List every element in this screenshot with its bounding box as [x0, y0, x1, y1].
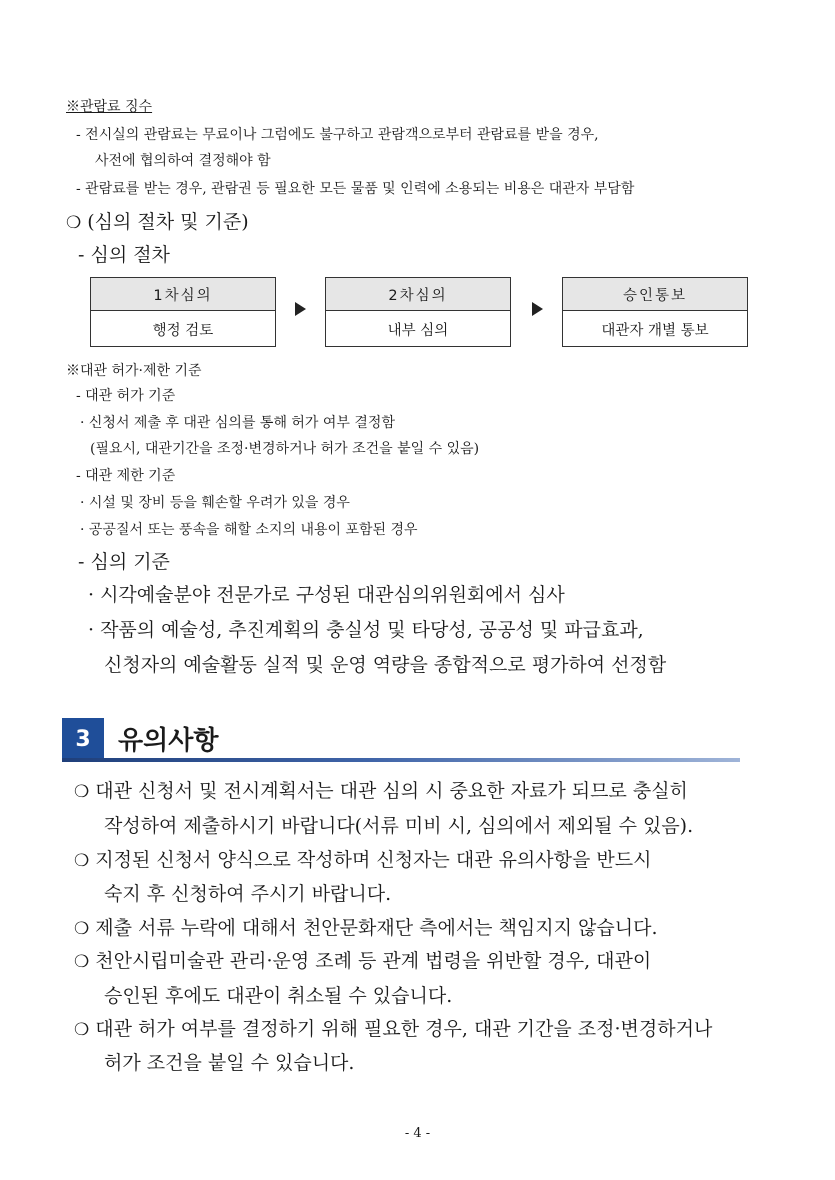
flow-step-title: 2차심의 [326, 278, 510, 311]
notice-text: 천안시립미술관 관리·운영 조례 등 관계 법령을 위반할 경우, 대관이 [95, 950, 652, 972]
criteria-line: · 신청서 제출 후 대관 심의를 통해 허가 여부 결정함 [80, 415, 395, 431]
circle-bullet-icon: ❍ [74, 1020, 90, 1040]
right-arrow-icon [295, 302, 306, 316]
notice-item-3 [74, 913, 657, 940]
flow-step-desc: 행정 검토 [152, 323, 214, 339]
notice-item-1 [74, 776, 688, 803]
circle-bullet-icon: ❍ [74, 851, 90, 871]
circle-bullet-icon: ❍ [74, 952, 90, 972]
criteria-title: ※대관 허가·제한 기준 [66, 363, 202, 379]
notice-text: 제출 서류 누락에 대해서 천안문화재단 측에서는 책임지지 않습니다. [95, 917, 658, 939]
review-heading-text: (심의 절차 및 기준) [87, 211, 249, 233]
notice-text: 대관 신청서 및 전시계획서는 대관 심의 시 중요한 자료가 되므로 충실히 [95, 780, 688, 802]
flow-step-3 [562, 277, 748, 347]
procedure-label: - 심의 절차 [78, 244, 170, 266]
circle-bullet-icon: ❍ [66, 213, 82, 233]
criteria-line: - 대관 허가 기준 [76, 388, 176, 404]
notice-item-2 [74, 845, 651, 872]
fee-note-title: ※관람료 징수 [66, 99, 153, 115]
circle-bullet-icon: ❍ [74, 782, 90, 802]
notice-text-cont: 승인된 후에도 대관이 취소될 수 있습니다. [104, 985, 453, 1007]
criteria-line: - 대관 제한 기준 [76, 468, 176, 484]
review-heading [66, 207, 249, 234]
flow-step-desc: 내부 심의 [387, 323, 449, 339]
notice-text: 대관 허가 여부를 결정하기 위해 필요한 경우, 대관 기간을 조정·변경하거나 [95, 1018, 713, 1040]
notice-text-cont: 숙지 후 신청하여 주시기 바랍니다. [104, 883, 392, 905]
standard-label: - 심의 기준 [78, 551, 170, 573]
notice-item-5 [74, 1014, 712, 1041]
notice-text-cont: 작성하여 제출하시기 바랍니다(서류 미비 시, 심의에서 제외될 수 있음). [104, 815, 694, 837]
flow-step-desc: 대관자 개별 통보 [601, 323, 709, 339]
page-number: - 4 - [404, 1126, 431, 1141]
section-divider [62, 758, 740, 762]
fee-line-2: 사전에 협의하여 결정해야 함 [95, 153, 271, 169]
circle-bullet-icon: ❍ [74, 919, 90, 939]
notice-item-4 [74, 946, 651, 973]
flow-step-1 [90, 277, 276, 347]
criteria-line: · 시설 및 장비 등을 훼손할 우려가 있을 경우 [80, 495, 350, 511]
flow-step-2 [325, 277, 511, 347]
notice-text: 지정된 신청서 양식으로 작성하며 신청자는 대관 유의사항을 반드시 [95, 849, 652, 871]
section-title: 유의사항 [118, 726, 219, 756]
fee-line-1: - 전시실의 관람료는 무료이나 그럼에도 불구하고 관람객으로부터 관람료를 받을 경우, [76, 127, 599, 143]
section-number-badge: 3 [62, 718, 104, 760]
standard-line: 신청자의 예술활동 실적 및 운영 역량을 종합적으로 평가하여 선정함 [104, 654, 667, 676]
standard-line: · 시각예술분야 전문가로 구성된 대관심의위원회에서 심사 [88, 584, 565, 606]
fee-line-3: - 관람료를 받는 경우, 관람권 등 필요한 모든 물품 및 인력에 소용되는 비용은 대관자 부담함 [76, 181, 635, 197]
criteria-line: · 공공질서 또는 풍속을 해할 소지의 내용이 포함된 경우 [80, 522, 418, 538]
right-arrow-icon [532, 302, 543, 316]
flow-step-title: 1차심의 [91, 278, 275, 311]
notice-text-cont: 허가 조건을 붙일 수 있습니다. [104, 1052, 355, 1074]
flow-step-title: 승인통보 [563, 278, 747, 311]
criteria-line: (필요시, 대관기간을 조정·변경하거나 허가 조건을 붙일 수 있음) [90, 441, 480, 457]
standard-line: · 작품의 예술성, 추진계획의 충실성 및 타당성, 공공성 및 파급효과, [88, 619, 644, 641]
